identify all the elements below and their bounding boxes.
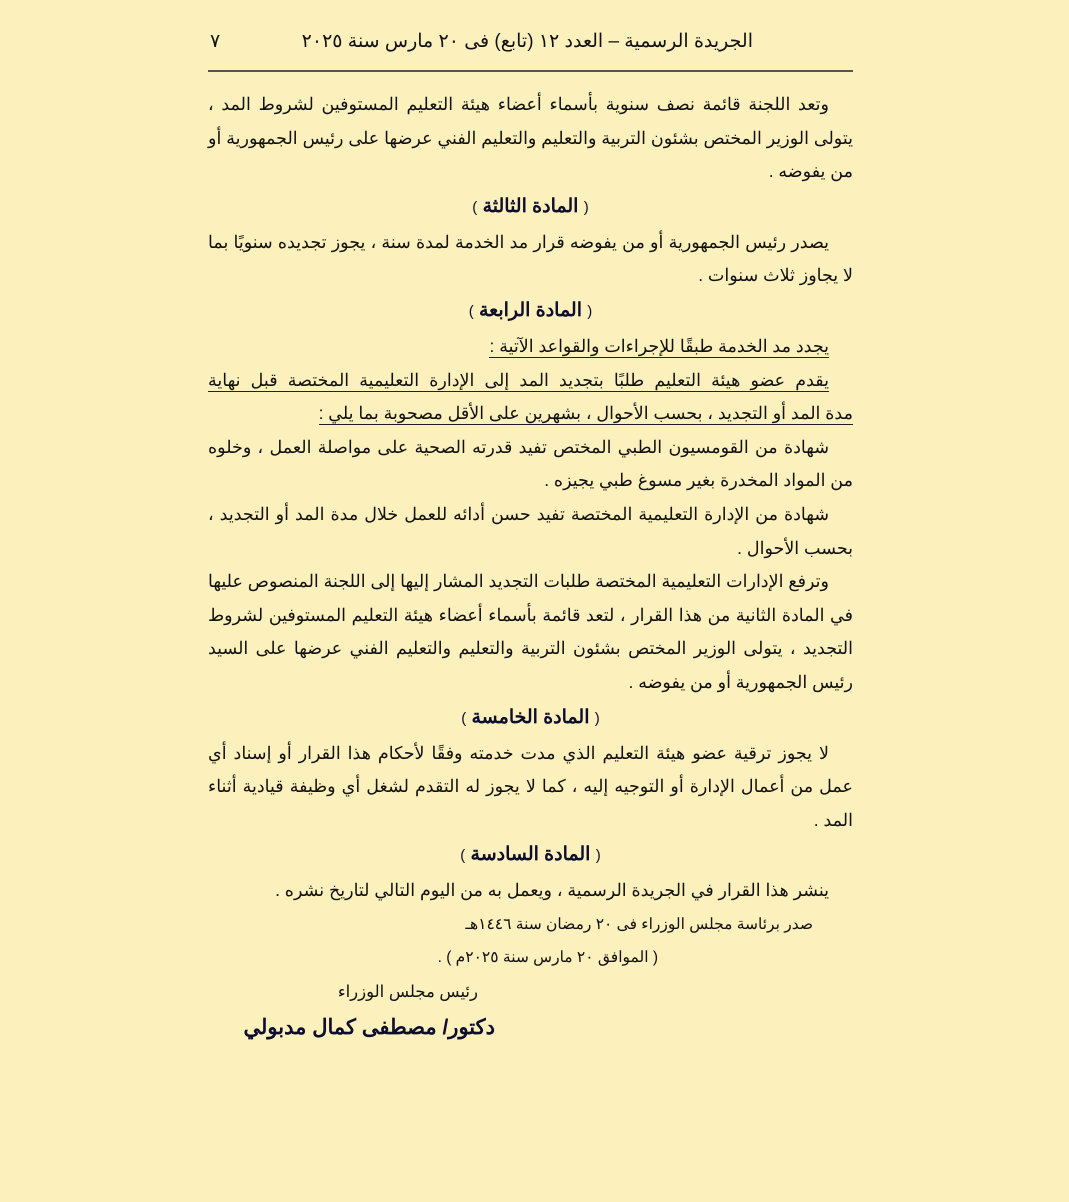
paren-close: ): [468, 302, 474, 320]
paren-open: (: [583, 198, 589, 216]
paren-close: ): [460, 847, 466, 865]
gazette-header-title: الجريدة الرسمية – العدد ١٢ (تابع) فى ٢٠ مارس سنة ٢٠٢٥: [301, 31, 753, 52]
page-number: ٧: [210, 31, 221, 52]
article-4-request-line-2: [208, 397, 853, 431]
article-4-request-text-1: يقدم عضو هيئة التعليم طلبًا بتجديد المد إلى الإدارة التعليمية المختصة قبل نهاية: [208, 369, 829, 390]
paren-open: (: [595, 847, 601, 865]
article-4-request-text-2: مدة المد أو التجديد ، بحسب الأحوال ، بشهرين على الأقل مصحوبة بما يلي :: [318, 403, 853, 424]
signatory-name: دكتور/ مصطفى كمال مدبولي: [243, 1015, 495, 1039]
paren-open: (: [587, 302, 593, 320]
issuance-line: صدر برئاسة مجلس الوزراء فى ٢٠ رمضان سنة ١٤٤٦هـ: [465, 915, 813, 933]
article-3-heading: [208, 189, 853, 226]
article-4-lead: [208, 330, 853, 364]
header-divider: [208, 70, 853, 72]
issuance-date-gregorian: ( الموافق ٢٠ مارس سنة ٢٠٢٥م ) .: [437, 948, 658, 966]
article-3-title: المادة الثالثة: [482, 195, 579, 217]
article-4-heading: [208, 293, 853, 330]
article-5-title: المادة الخامسة: [471, 706, 590, 728]
document-body: [208, 88, 853, 1046]
signatory-title: رئيس مجلس الوزراء: [337, 982, 478, 1001]
article-4-title: المادة الرابعة: [478, 299, 582, 321]
paren-close: ): [472, 198, 478, 216]
article-4-item-2: شهادة من الإدارة التعليمية المختصة تفيد حسن أدائه للعمل خلال مدة المد أو التجديد ، بحسب الأحوال .: [208, 503, 853, 558]
article-5-heading: [208, 700, 853, 737]
paren-open: (: [594, 709, 600, 727]
paren-close: ): [461, 709, 467, 727]
article-3-text: يصدر رئيس الجمهورية أو من يفوضه قرار مد الخدمة لمدة سنة ، يجوز تجديده سنويًا بما لا يجاوز ثلاث سنوات .: [208, 231, 853, 286]
article-4-closing: وترفع الإدارات التعليمية المختصة طلبات التجديد المشار إليها إلى اللجنة المنصوص عليها في المادة الثانية من هذا القرار ، لتعد قائمة بأسماء أعضاء هيئة التعليم المستوفين لشروط التجديد ، يتولى الوزير المختص بشئون التربية والتعليم والتعليم الفني عرضها على السيد رئيس الجمهورية أو من يفوضه .: [208, 571, 853, 692]
article-4-request-line-1: [208, 364, 853, 398]
article-6-text: ينشر هذا القرار في الجريدة الرسمية ، ويعمل به من اليوم التالي لتاريخ نشره .: [275, 880, 829, 901]
article-5-text: لا يجوز ترقية عضو هيئة التعليم الذي مدت خدمته وفقًا لأحكام هذا القرار أو إسناد أي عمل من أعمال الإدارة أو التوجيه إليه ، كما لا يجوز له التقدم لشغل أي وظيفة قيادية أثناء المد .: [208, 742, 853, 830]
article-4-lead-text: يجدد مد الخدمة طبقًا للإجراءات والقواعد الآتية :: [489, 335, 829, 356]
intro-paragraph: وتعد اللجنة قائمة نصف سنوية بأسماء أعضاء هيئة التعليم المستوفين لشروط المد ، يتولى الوزير المختص بشئون التربية والتعليم والتعليم الفني عرضها على رئيس الجمهورية أو من يفوضه .: [208, 94, 853, 182]
page-header: [208, 28, 853, 58]
article-6-heading: [208, 837, 853, 874]
article-4-item-1: شهادة من القومسيون الطبي المختص تفيد قدرته الصحية على مواصلة العمل ، وخلوه من المواد المخدرة بغير مسوغ طبي يجيزه .: [208, 436, 853, 491]
article-6-title: المادة السادسة: [470, 844, 591, 866]
